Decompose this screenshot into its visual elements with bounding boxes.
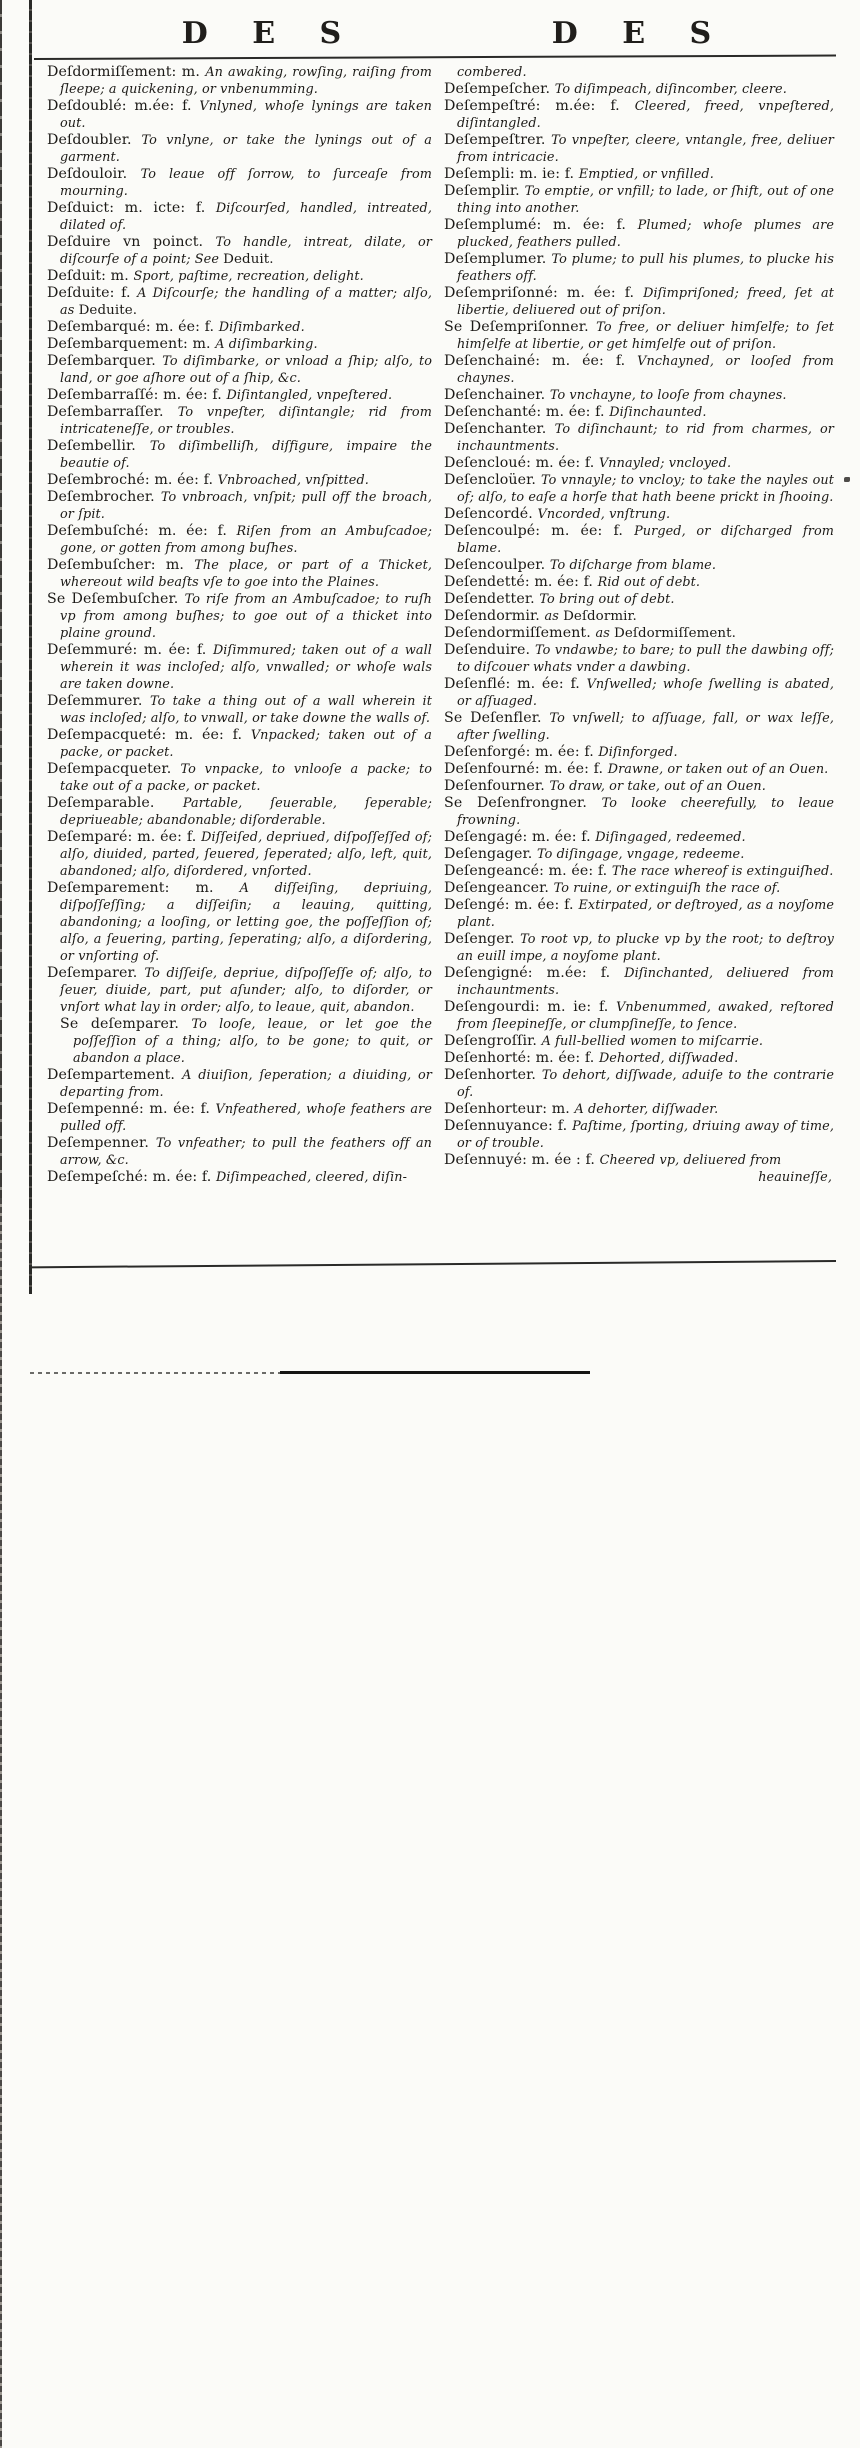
headword: Deſembuſcher: m.: [47, 557, 195, 573]
dictionary-entry: [47, 98, 432, 132]
dictionary-entry: [47, 336, 432, 353]
headword: Deſengeancé: m. ée: f.: [444, 863, 612, 879]
headword: Deſemplumé: m. ée: f.: [444, 217, 638, 233]
dictionary-entry: [444, 897, 834, 931]
definition: To vnchayne, to looſe from chaynes.: [549, 388, 787, 403]
definition: Vnpacked; taken out of a packe, or packet.: [60, 728, 432, 760]
headword: Deſenhorté: m. ée: f.: [444, 1050, 599, 1066]
headword: Deſduite: f.: [47, 285, 138, 301]
definition: Riſen from an Ambuſcadoe; gone, or gotten from among buſhes.: [60, 524, 432, 556]
dictionary-entry: [47, 404, 432, 438]
running-header-right: D E S: [551, 16, 729, 51]
definition: To riſe from an Ambuſcadoe; to ruſh vp from among buſhes; to goe out of a thicket into plaine ground.: [60, 592, 432, 641]
definition: A Diſcourſe; the handling of a matter; alſo, as: [60, 286, 433, 318]
definition: To dehort, diſſwade, aduiſe to the contrarie of.: [457, 1068, 835, 1100]
definition: Diſinchaunted.: [609, 405, 707, 420]
headword: Deſdouloir.: [47, 166, 141, 182]
headword: Deſennuyance: f.: [444, 1118, 573, 1134]
definition: To plume; to pull his plumes, to plucke his feathers off.: [457, 252, 834, 284]
definition: A diſimbarking.: [215, 337, 318, 352]
headword: Deſencoulper.: [444, 557, 550, 573]
dictionary-entry: [47, 693, 432, 727]
definition: To free, or deliuer himſelfe; to ſet himſelfe at libertie, or get himſelfe out of priſon.: [457, 320, 834, 352]
dictionary-entry: [47, 166, 432, 200]
headword: Deſengagé: m. ée: f.: [444, 829, 596, 845]
dictionary-entry: [444, 217, 834, 251]
definition: To diſimbelliſh, diſfigure, impaire the beautie of.: [60, 439, 432, 471]
headword: Deſenfourner.: [444, 778, 550, 794]
headword: Deſendormiſſement.: [444, 625, 596, 641]
headword: Deſenhorter.: [444, 1067, 542, 1083]
dictionary-entry: [444, 285, 834, 319]
column-divider-rule: [0, 0, 2, 1198]
headword: Deſengroſſir.: [444, 1033, 542, 1049]
headword: Deſempli: m. ie: f.: [444, 166, 579, 182]
headword: Deſenforgé: m. ée: f.: [444, 744, 599, 760]
definition: Purged, or diſcharged from blame.: [457, 524, 834, 556]
definition: To diſimbarke, or vnload a ſhip; alſo, to land, or goe aſhore out of a ſhip, &c.: [60, 354, 432, 386]
definition: To root vp, to plucke vp by the root; to deſtroy an euill impe, a noyſome plant.: [457, 932, 834, 964]
dictionary-entry: [47, 829, 432, 880]
dictionary-entry: [47, 557, 432, 591]
definition: Partable, ſeuerable, ſeperable; depriueable; abandonable; diſorderable.: [60, 796, 432, 828]
dictionary-entry: [47, 285, 432, 319]
headword: Se Deſenfler.: [444, 710, 550, 726]
definition: A full-bellied women to miſcarrie.: [541, 1034, 764, 1049]
definition: To leaue off ſorrow, to ſurceaſe from mourning.: [60, 167, 432, 199]
definition: Diſimmured; taken out of a wall wherein it was incloſed; alſo, vnwalled; or whoſe wals are taken downe.: [60, 643, 433, 692]
headword: Deſendetter.: [444, 591, 540, 607]
dictionary-entry: [47, 64, 432, 98]
dictionary-entry: [444, 472, 834, 506]
dictionary-entry: [444, 1067, 834, 1101]
dictionary-entry: [444, 319, 834, 353]
headword: Deſembroché: m. ée: f.: [47, 472, 218, 488]
dictionary-entry: [444, 98, 834, 132]
headword: Deſembarraſſer.: [47, 404, 178, 420]
definition: A dehorter, diſſwader.: [574, 1102, 719, 1117]
dictionary-entry: [47, 727, 432, 761]
definition: To handle, intreat, dilate, or diſcourſe of a point; See: [60, 235, 432, 267]
dictionary-entry: [47, 200, 432, 234]
dictionary-entry: [444, 642, 834, 676]
definition: Diſimbarked.: [218, 320, 305, 335]
definition: Vnchayned, or looſed from chaynes.: [457, 354, 835, 386]
dictionary-entry: [47, 353, 432, 387]
dictionary-entry: [444, 591, 834, 608]
headword: Deſempacqueter.: [47, 761, 181, 777]
headword: Deſenhorteur: m.: [444, 1101, 575, 1117]
definition: Sport, paſtime, recreation, delight.: [133, 269, 364, 284]
dictionary-entry: [444, 523, 834, 557]
dictionary-entry: [444, 81, 834, 98]
definition: Emptied, or vnfilled.: [578, 167, 714, 182]
dictionary-entry: [47, 472, 432, 489]
dictionary-entry: [444, 506, 834, 523]
cross-reference: Deſdormir.: [563, 609, 637, 624]
dictionary-entry: [444, 846, 834, 863]
headword: Deſenchainé: m. ée: f.: [444, 353, 638, 369]
headword: Deſdormiſſement: m.: [47, 64, 206, 80]
dictionary-entry: [444, 676, 834, 710]
headword: Deſdoublé: m.ée: f.: [47, 98, 200, 114]
dictionary-entry: [444, 761, 834, 778]
definition: To diſinchaunt; to rid from charmes, or inchauntments.: [457, 422, 834, 454]
definition: Cheered vp, deliuered from: [599, 1153, 782, 1168]
definition: To diſſeiſe, depriue, diſpoſſeſſe of; alſo, to ſeuer, diuide, part, put aſunder; alſo, to diſorder, or vnſort what lay in order; alſo, to leaue, quit, abandon.: [60, 966, 432, 1015]
headword: Deſempeſtrer.: [444, 132, 552, 148]
dictionary-entry: [47, 387, 432, 404]
definition: Cleered, freed, vnpeſtered, diſintangled.: [457, 99, 835, 131]
definition: The race whereof is extinguiſhed.: [611, 864, 834, 879]
definition: Diſimpeached, cleered, diſin-: [216, 1170, 408, 1185]
definition: Diſintangled, vnpeſtered.: [226, 388, 393, 403]
definition: To draw, or take, out of an Ouen.: [549, 779, 766, 794]
headword: Deſendetté: m. ée: f.: [444, 574, 598, 590]
definition: Vnbenummed, awaked, reſtored from ſleepineſſe, or clumpſineſſe, to ſence.: [457, 1000, 834, 1032]
left-column: [47, 64, 432, 1186]
headword: Deſennuyé: m. ée : f.: [444, 1152, 600, 1168]
dictionary-entry: [444, 421, 834, 455]
headword: Deſencloüer.: [444, 472, 542, 488]
headword: Deſemplumer.: [444, 251, 552, 267]
headword: Se Deſembuſcher.: [47, 591, 185, 607]
headword: Deſembuſché: m. ée: f.: [47, 523, 237, 539]
headword: Deſempenner.: [47, 1135, 156, 1151]
right-column: [444, 64, 834, 1186]
headword: Deſempeſcher.: [444, 81, 555, 97]
headword: Deſduit: m.: [47, 268, 134, 284]
dictionary-entry: [47, 880, 432, 965]
dictionary-entry: [444, 404, 834, 421]
dictionary-entry: [47, 234, 432, 268]
headword: Deſengager.: [444, 846, 538, 862]
definition: To vnpeſter, diſintangle; rid from intricateneſſe, or troubles.: [60, 405, 432, 437]
dictionary-entry: [444, 710, 834, 744]
definition: To vnſwell; to aſſuage, fall, or wax leſſe, after ſwelling.: [457, 711, 834, 743]
definition: To vndawbe; to bare; to pull the dawbing off; to diſcouer whats vnder a dawbing.: [457, 643, 834, 675]
headword: Deſempenné: m. ée: f.: [47, 1101, 216, 1117]
definition: Dehorted, diſſwaded.: [598, 1051, 739, 1066]
dictionary-entry: [47, 438, 432, 472]
catchword: heauineſſe,: [758, 1170, 832, 1185]
definition: combered.: [457, 65, 527, 80]
headword: Deſenfourné: m. ée: f.: [444, 761, 608, 777]
definition: Vnnayled; vncloyed.: [598, 456, 732, 471]
headword: Deſempacqueté: m. ée: f.: [47, 727, 251, 743]
headword: Deſempeſtré: m.ée: f.: [444, 98, 635, 114]
dictionary-entry: [444, 387, 834, 404]
headword: Deſengigné: m.ée: f.: [444, 965, 625, 981]
headword: Deſembarquer.: [47, 353, 163, 369]
definition: To diſimpeach, diſincomber, cleere.: [554, 82, 787, 97]
headword: Deſempeſché: m. ée: f.: [47, 1169, 216, 1185]
definition: To vnlyne, or take the lynings out of a garment.: [60, 133, 432, 165]
headword: Deſemplir.: [444, 183, 525, 199]
definition: An awaking, rowſing, raiſing from ſleepe; a quickening, or vnbenumming.: [60, 65, 432, 97]
cross-reference: Deſdormiſſement.: [614, 626, 736, 641]
dictionary-entry: [47, 642, 432, 693]
headword: Deſengé: m. ée: f.: [444, 897, 579, 913]
headword: Deſembarqué: m. ée: f.: [47, 319, 219, 335]
definition: To looſe, leaue, or let goe the poſſeſſion of a thing; alſo, to be gone; to quit, or abandon a place.: [73, 1017, 432, 1066]
headword: Deſendormir.: [444, 608, 545, 624]
dictionary-entry: [47, 1135, 432, 1169]
dictionary-entry: [47, 132, 432, 166]
headword: Se deſemparer.: [60, 1016, 192, 1032]
definition: A diſſeiſing, depriuing, diſpoſſeſſing; a diſſeiſin; a leauing, quitting, abandoning; a looſing, or letting goe, the poſſeſſion of; alſo, a ſeuering, parting, ſeperating; alſo, a diſordering, or vnſorting of.: [60, 881, 432, 964]
scan-artifact-speck: [844, 477, 850, 482]
cross-reference: Deduit.: [223, 252, 274, 267]
definition: To vnnayle; to vncloy; to take the nayles out of; alſo, to eaſe a horſe that hath beene prickt in ſhooing.: [457, 473, 834, 505]
dictionary-entry: [47, 489, 432, 523]
cross-reference: Deduite.: [78, 303, 138, 318]
definition: To vnbroach, vnſpit; pull off the broach, or ſpit.: [60, 490, 432, 522]
headword: Deſenchanté: m. ée: f.: [444, 404, 610, 420]
dictionary-entry: [444, 880, 834, 897]
bottom-rule: [30, 1260, 836, 1268]
definition: Vnfeathered, whoſe feathers are pulled off.: [60, 1102, 432, 1134]
dictionary-entry: [444, 455, 834, 472]
dictionary-entry: [444, 1033, 834, 1050]
headword: Deſenchainer.: [444, 387, 550, 403]
dictionary-entry: [444, 353, 834, 387]
dictionary-entry: [444, 132, 834, 166]
definition: Diſingaged, redeemed.: [595, 830, 746, 845]
dictionary-entry: [444, 931, 834, 965]
headword: Deſempriſonné: m. ée: f.: [444, 285, 644, 301]
headword: Deſenduire.: [444, 642, 535, 658]
headword: Deſemmurer.: [47, 693, 151, 709]
headword: Deſduict: m. icte: f.: [47, 200, 216, 216]
headword: Deſembrocher.: [47, 489, 161, 505]
definition: A diuiſion, ſeperation; a diuiding, or departing from.: [60, 1068, 432, 1100]
definition: Diſcourſed, handled, intreated, dilated of.: [60, 201, 432, 233]
definition: Diſinchanted, deliuered from inchauntments.: [457, 966, 834, 998]
running-header-left: D E S: [181, 16, 359, 51]
dictionary-entry: [457, 64, 834, 81]
definition: To vnpeſter, cleere, vntangle, free, deliuer from intricacie.: [457, 133, 834, 165]
headword: Deſemparé: m. ée: f.: [47, 829, 202, 845]
dictionary-entry: [47, 1169, 432, 1186]
dictionary-entry: [47, 1067, 432, 1101]
headword: Se Deſenfrongner.: [444, 795, 602, 811]
dictionary-entry: [444, 166, 834, 183]
headword: Deſembellir.: [47, 438, 150, 454]
dictionary-entry: [444, 778, 834, 795]
definition: To ruine, or extinguiſh the race of.: [553, 881, 781, 896]
dictionary-entry: [444, 1118, 834, 1152]
headword: Deſembarquement: m.: [47, 336, 216, 352]
headword: Deſencordé.: [444, 506, 538, 522]
headword: Deſengeancer.: [444, 880, 554, 896]
headword: Deſdoubler.: [47, 132, 142, 148]
dictionary-entry: [47, 965, 432, 1016]
definition: To vnpacke, to vnlooſe a packe; to take out of a packe, or packet.: [60, 762, 432, 794]
dictionary-entry: [444, 999, 834, 1033]
definition: Vnbroached, vnſpitted.: [217, 473, 369, 488]
top-rule: [34, 55, 836, 60]
dictionary-entry: [444, 965, 834, 999]
dictionary-entry: [47, 523, 432, 557]
definition: Vnſwelled; whoſe ſwelling is abated, or aſſuaged.: [457, 677, 834, 709]
definition: To diſingage, vngage, redeeme.: [537, 847, 745, 862]
dictionary-entry: [47, 1101, 432, 1135]
definition: To vnfeather; to pull the feathers off an arrow, &c.: [60, 1136, 433, 1168]
dictionary-entry: [444, 829, 834, 846]
definition: To diſcharge from blame.: [549, 558, 717, 573]
definition: Diſſeiſed, depriued, diſpoſſeſſed of; alſo, diuided, parted, ſeuered, ſeperated; alſo, left, quit, abandoned; alſo, diſordered, vnſorted.: [60, 830, 432, 879]
headword: Deſenger.: [444, 931, 521, 947]
dictionary-entry: [444, 557, 834, 574]
headword: Deſencoulpé: m. ée: f.: [444, 523, 635, 539]
dictionary-entry: [444, 251, 834, 285]
headword: Deſenchanter.: [444, 421, 555, 437]
page-foot-bar: [280, 1371, 590, 1374]
definition: To take a thing out of a wall wherein it was incloſed; alſo, to vnwall, or take downe the walls of.: [60, 694, 432, 726]
dictionary-entry: [47, 268, 432, 285]
headword: Deſemparer.: [47, 965, 145, 981]
definition: Extirpated, or deſtroyed, as a noyſome plant.: [457, 898, 834, 930]
dictionary-entry: [444, 744, 834, 761]
definition: Paſtime, ſporting, driuing away of time, or of trouble.: [457, 1119, 834, 1151]
dictionary-entry: [444, 1101, 834, 1118]
dictionary-entry: [47, 795, 432, 829]
headword: Deſduire vn poinct.: [47, 234, 216, 250]
definition: Vncorded, vnſtrung.: [537, 507, 671, 522]
page-foot-dotted-rule: [30, 1372, 280, 1374]
dictionary-entry: [47, 591, 432, 642]
definition: To bring out of debt.: [539, 592, 675, 607]
definition: The place, or part of a Thicket, whereout wild beaſts vſe to goe into the Plaines.: [60, 558, 432, 590]
headword: Deſembarraſſé: m. ée: f.: [47, 387, 227, 403]
dictionary-entry: [444, 795, 834, 829]
left-border-rule: [29, 0, 32, 1294]
headword: Deſemmuré: m. ée: f.: [47, 642, 213, 658]
definition: Diſinforged.: [598, 745, 678, 760]
definition: Drawne, or taken out of an Ouen.: [607, 762, 829, 777]
dictionary-entry: [444, 1152, 834, 1186]
headword: Deſengourdi: m. ie: f.: [444, 999, 617, 1015]
headword: Deſemparement: m.: [47, 880, 240, 896]
definition: To looke cheerefully, to leaue frowning.: [457, 796, 834, 828]
dictionary-entry: [444, 574, 834, 591]
definition: Diſimpriſoned; freed, ſet at libertie, deliuered out of priſon.: [457, 286, 834, 318]
definition: as: [544, 609, 564, 624]
dictionary-entry: [444, 608, 834, 625]
definition: Vnlyned, whoſe lynings are taken out.: [60, 99, 432, 131]
headword: Deſempartement.: [47, 1067, 183, 1083]
headword: Deſencloué: m. ée: f.: [444, 455, 599, 471]
right-border-rule: [0, 1198, 2, 2448]
definition: Rid out of debt.: [597, 575, 701, 590]
headword: Deſemparable.: [47, 795, 183, 811]
dictionary-entry: [47, 319, 432, 336]
definition: as: [595, 626, 615, 641]
dictionary-entry: [444, 625, 834, 642]
headword: Deſenflé: m. ée: f.: [444, 676, 587, 692]
definition: Plumed; whoſe plumes are plucked, feathers pulled.: [457, 218, 834, 250]
dictionary-entry: [444, 1050, 834, 1067]
dictionary-entry: [60, 1016, 432, 1067]
dictionary-entry: [444, 863, 834, 880]
dictionary-entry: [444, 183, 834, 217]
headword: Se Deſempriſonner.: [444, 319, 597, 335]
dictionary-entry: [47, 761, 432, 795]
definition: To emptie, or vnfill; to lade, or ſhift, out of one thing into another.: [457, 184, 834, 216]
